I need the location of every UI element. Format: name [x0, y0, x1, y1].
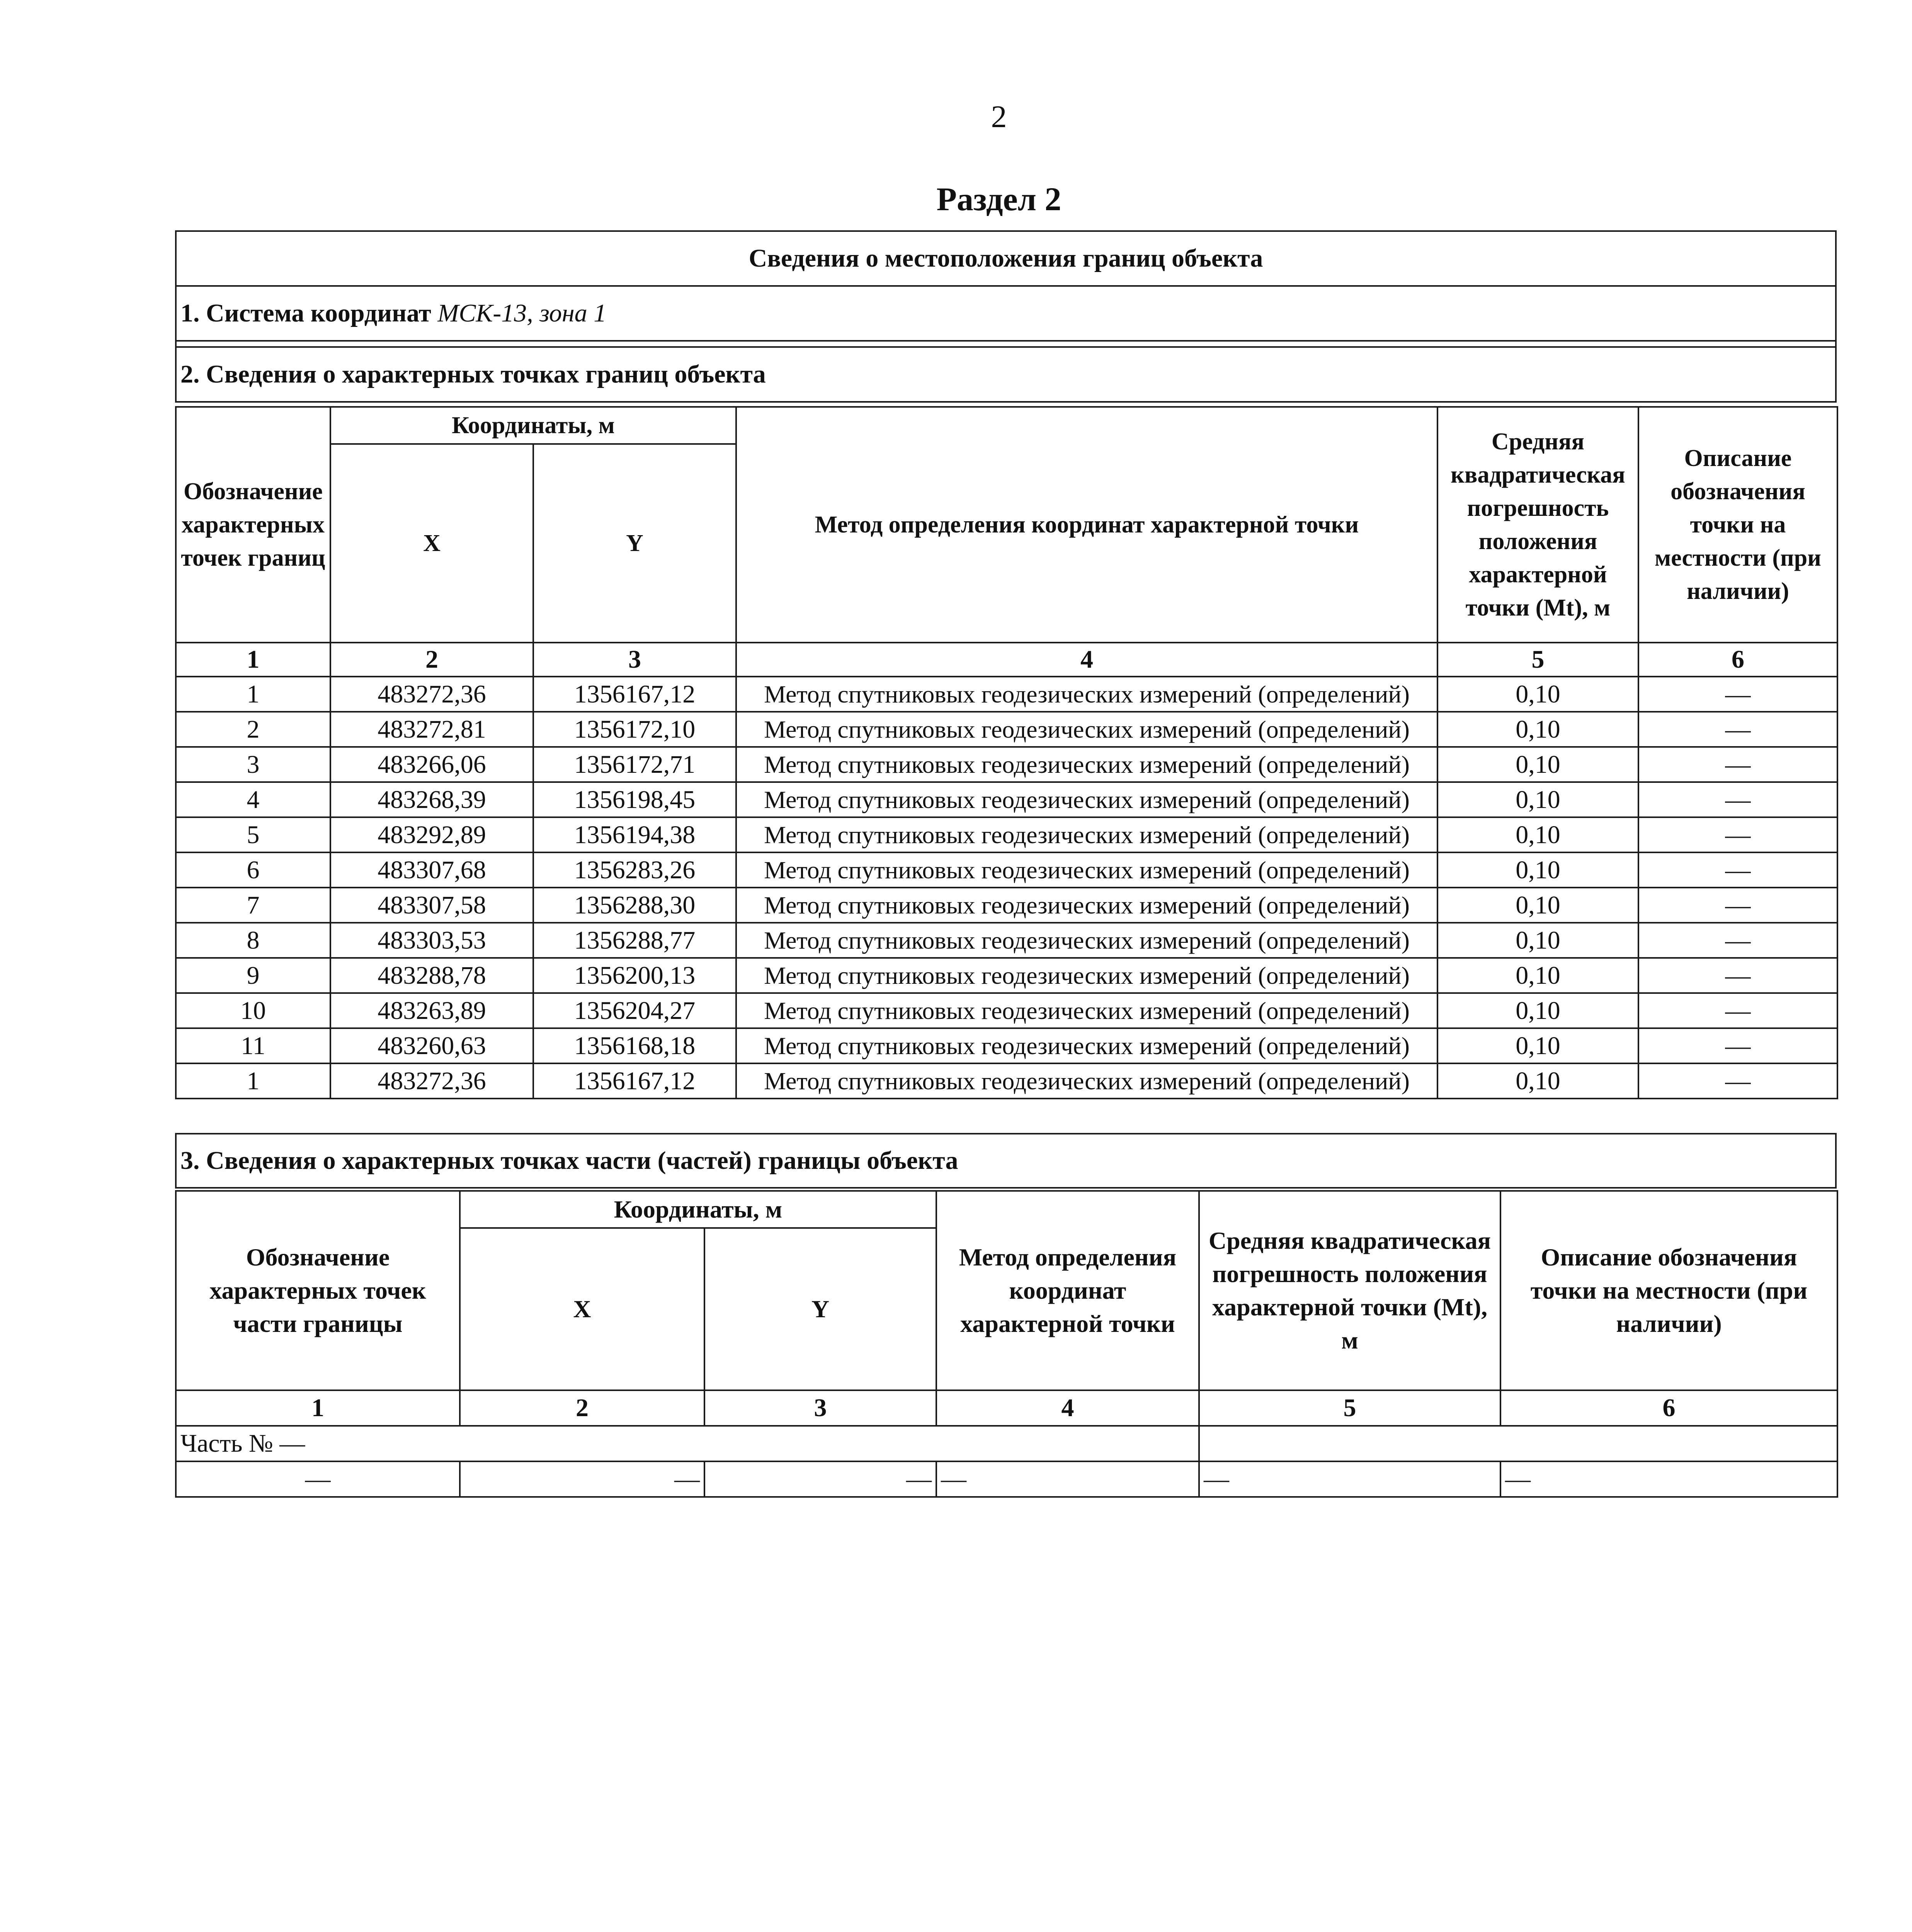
- table-row: [176, 817, 1837, 852]
- cell-error: 0,10: [1437, 782, 1638, 817]
- cell-error: 0,10: [1437, 1063, 1638, 1099]
- cell-description: —: [1638, 712, 1837, 747]
- cell-method: Метод спутниковых геодезических измерений (определений): [736, 1063, 1437, 1099]
- table-row: [176, 852, 1837, 888]
- column-number: 6: [1638, 643, 1837, 677]
- column-number: 5: [1199, 1390, 1500, 1426]
- boundary-points-title: 2. Сведения о характерных точках границ объекта: [176, 347, 1836, 402]
- cell-y: 1356288,77: [533, 923, 736, 958]
- cell-error: 0,10: [1437, 712, 1638, 747]
- cell-method: Метод спутниковых геодезических измерений (определений): [736, 852, 1437, 888]
- cell-point: 11: [176, 1028, 330, 1063]
- cell-x: 483292,89: [330, 817, 533, 852]
- table-row: [176, 747, 1837, 782]
- cell-method: Метод спутниковых геодезических измерений (определений): [736, 958, 1437, 993]
- part-points-title: 3. Сведения о характерных точках части (частей) границы объекта: [176, 1134, 1836, 1188]
- part-label-row: [176, 1426, 1837, 1461]
- cell-x: 483266,06: [330, 747, 533, 782]
- column-number: 2: [460, 1390, 704, 1426]
- table-row: [176, 1063, 1837, 1099]
- column-number: 1: [176, 1390, 460, 1426]
- cell-x: 483288,78: [330, 958, 533, 993]
- part-data-row: [176, 1461, 1837, 1497]
- part-cell-error: —: [1199, 1461, 1500, 1497]
- boundary-points-table: [175, 406, 1838, 1099]
- column-number: 2: [330, 643, 533, 677]
- table-row: [176, 782, 1837, 817]
- cell-method: Метод спутниковых геодезических измерений (определений): [736, 1028, 1437, 1063]
- part-header-designation: Обозначение характерных точек части границы: [176, 1191, 460, 1390]
- cell-description: —: [1638, 993, 1837, 1028]
- cell-description: —: [1638, 923, 1837, 958]
- part-header-y: Y: [704, 1228, 936, 1390]
- cell-point: 2: [176, 712, 330, 747]
- table-row: [176, 1028, 1837, 1063]
- cell-method: Метод спутниковых геодезических измерений (определений): [736, 923, 1437, 958]
- part-header-error: Средняя квадратическая погрешность положения характерной точки (Mt), м: [1199, 1191, 1500, 1390]
- cell-error: 0,10: [1437, 923, 1638, 958]
- cell-y: 1356288,30: [533, 888, 736, 923]
- part-cell-method: —: [936, 1461, 1199, 1497]
- cell-point: 9: [176, 958, 330, 993]
- cell-error: 0,10: [1437, 852, 1638, 888]
- cell-point: 1: [176, 1063, 330, 1099]
- cell-error: 0,10: [1437, 993, 1638, 1028]
- cell-y: 1356200,13: [533, 958, 736, 993]
- cell-x: 483307,68: [330, 852, 533, 888]
- cell-method: Метод спутниковых геодезических измерений (определений): [736, 817, 1437, 852]
- column-number: 3: [704, 1390, 936, 1426]
- cell-description: —: [1638, 852, 1837, 888]
- cell-method: Метод спутниковых геодезических измерений (определений): [736, 993, 1437, 1028]
- part-cell-description: —: [1500, 1461, 1837, 1497]
- cell-y: 1356172,10: [533, 712, 736, 747]
- section-title: Раздел 2: [936, 180, 1061, 218]
- location-info-table: [175, 230, 1837, 403]
- cell-y: 1356283,26: [533, 852, 736, 888]
- cell-method: Метод спутниковых геодезических измерений (определений): [736, 712, 1437, 747]
- cell-x: 483272,36: [330, 1063, 533, 1099]
- cell-point: 10: [176, 993, 330, 1028]
- part-points-table: [175, 1190, 1838, 1498]
- cell-description: —: [1638, 782, 1837, 817]
- table-row: [176, 923, 1837, 958]
- cell-y: 1356167,12: [533, 677, 736, 712]
- table-row: [176, 888, 1837, 923]
- cell-point: 6: [176, 852, 330, 888]
- header-x: X: [330, 444, 533, 643]
- cell-description: —: [1638, 958, 1837, 993]
- cell-x: 483303,53: [330, 923, 533, 958]
- header-description: Описание обозначения точки на местности (при наличии): [1638, 407, 1837, 643]
- cell-error: 0,10: [1437, 817, 1638, 852]
- cell-point: 5: [176, 817, 330, 852]
- cell-x: 483272,36: [330, 677, 533, 712]
- location-header: Сведения о местоположения границ объекта: [176, 231, 1836, 286]
- cell-description: —: [1638, 1028, 1837, 1063]
- part-header-method: Метод определения координат характерной точки: [936, 1191, 1199, 1390]
- column-numbers-row: [176, 643, 1837, 677]
- cell-point: 8: [176, 923, 330, 958]
- cell-description: —: [1638, 677, 1837, 712]
- cell-y: 1356194,38: [533, 817, 736, 852]
- part-label-empty: [1199, 1426, 1837, 1461]
- cell-x: 483272,81: [330, 712, 533, 747]
- cell-error: 0,10: [1437, 747, 1638, 782]
- cell-description: —: [1638, 817, 1837, 852]
- cell-x: 483260,63: [330, 1028, 533, 1063]
- part-header-coordinates: Координаты, м: [460, 1191, 936, 1228]
- part-points-title-table: [175, 1133, 1837, 1189]
- column-number: 6: [1500, 1390, 1837, 1426]
- page-number: 2: [991, 99, 1007, 134]
- cell-error: 0,10: [1437, 677, 1638, 712]
- coordinate-system-label: 1. Система координат: [180, 299, 431, 327]
- cell-method: Метод спутниковых геодезических измерений (определений): [736, 747, 1437, 782]
- coordinate-system: [176, 286, 1836, 341]
- part-cell-x: —: [460, 1461, 704, 1497]
- header-coordinates: Координаты, м: [330, 407, 736, 444]
- cell-y: 1356172,71: [533, 747, 736, 782]
- coordinate-system-value: МСК-13, зона 1: [437, 299, 607, 327]
- part-header-x: X: [460, 1228, 704, 1390]
- spacer: [176, 341, 1836, 347]
- cell-x: 483307,58: [330, 888, 533, 923]
- column-number: 4: [936, 1390, 1199, 1426]
- cell-point: 7: [176, 888, 330, 923]
- cell-y: 1356198,45: [533, 782, 736, 817]
- part-column-numbers-row: [176, 1390, 1837, 1426]
- cell-x: 483268,39: [330, 782, 533, 817]
- column-number: 3: [533, 643, 736, 677]
- table-row: [176, 677, 1837, 712]
- cell-error: 0,10: [1437, 1028, 1638, 1063]
- cell-description: —: [1638, 1063, 1837, 1099]
- cell-y: 1356204,27: [533, 993, 736, 1028]
- cell-y: 1356167,12: [533, 1063, 736, 1099]
- table-row: [176, 712, 1837, 747]
- part-cell-designation: —: [176, 1461, 460, 1497]
- cell-method: Метод спутниковых геодезических измерений (определений): [736, 677, 1437, 712]
- cell-point: 3: [176, 747, 330, 782]
- cell-method: Метод спутниковых геодезических измерений (определений): [736, 888, 1437, 923]
- header-y: Y: [533, 444, 736, 643]
- table-row: [176, 958, 1837, 993]
- cell-error: 0,10: [1437, 958, 1638, 993]
- cell-description: —: [1638, 888, 1837, 923]
- cell-description: —: [1638, 747, 1837, 782]
- cell-y: 1356168,18: [533, 1028, 736, 1063]
- cell-x: 483263,89: [330, 993, 533, 1028]
- header-method: Метод определения координат характерной точки: [736, 407, 1437, 643]
- part-header-description: Описание обозначения точки на местности (при наличии): [1500, 1191, 1837, 1390]
- part-cell-y: —: [704, 1461, 936, 1497]
- header-designation: Обозначение характерных точек границ: [176, 407, 330, 643]
- cell-error: 0,10: [1437, 888, 1638, 923]
- column-number: 5: [1437, 643, 1638, 677]
- part-label: Часть № —: [176, 1426, 1199, 1461]
- cell-point: 1: [176, 677, 330, 712]
- table-row: [176, 993, 1837, 1028]
- cell-point: 4: [176, 782, 330, 817]
- cell-method: Метод спутниковых геодезических измерений (определений): [736, 782, 1437, 817]
- column-number: 1: [176, 643, 330, 677]
- header-error: Средняя квадратическая погрешность положения характерной точки (Mt), м: [1437, 407, 1638, 643]
- column-number: 4: [736, 643, 1437, 677]
